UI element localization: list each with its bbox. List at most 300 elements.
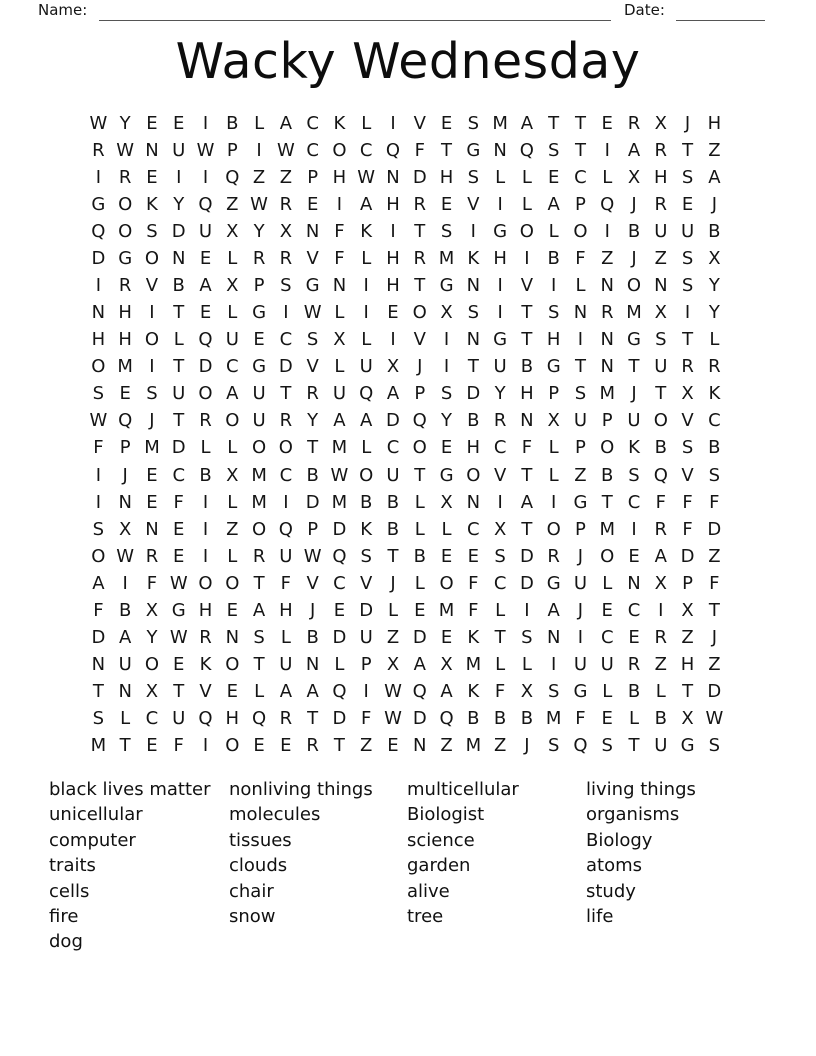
grid-letter: K (360, 220, 373, 242)
grid-letter: S (601, 735, 613, 757)
grid-letter: V (306, 572, 319, 594)
grid-letter: S (92, 518, 105, 540)
grid-letter: Q (225, 166, 240, 188)
grid-letter: B (654, 708, 667, 730)
grid-letter: H (493, 247, 507, 269)
grid-letter: J (524, 735, 530, 757)
grid-letter: A (226, 383, 239, 405)
grid-letter: M (251, 491, 267, 513)
grid-letter: R (413, 193, 427, 215)
grid-letter: X (386, 654, 400, 676)
grid-letter: Q (118, 410, 133, 432)
grid-letter: O (466, 464, 481, 486)
grid-letter: V (681, 410, 694, 432)
grid-letter: P (226, 139, 238, 161)
grid-letter: A (627, 139, 641, 161)
grid-letter: E (628, 627, 640, 649)
grid-letter: O (519, 220, 534, 242)
grid-letter: I (551, 491, 557, 513)
grid-letter: S (494, 545, 506, 567)
grid-letter: I (551, 654, 557, 676)
grid-letter: T (521, 518, 533, 540)
grid-letter: H (680, 654, 695, 676)
grid-letter: D (332, 518, 347, 540)
grid-letter: U (680, 220, 695, 242)
grid-letter: R (654, 139, 668, 161)
grid-letter: L (548, 437, 559, 459)
grid-letter: V (306, 247, 319, 269)
grid-letter: U (172, 139, 186, 161)
grid-letter: Q (573, 735, 588, 757)
grid-letter: E (387, 302, 399, 324)
grid-letter: K (360, 518, 373, 540)
grid-letter: E (628, 545, 640, 567)
grid-letter: L (387, 599, 398, 621)
grid-letter: Y (253, 220, 265, 242)
grid-letter: U (654, 220, 668, 242)
grid-letter: B (708, 220, 721, 242)
grid-letter: T (628, 735, 640, 757)
grid-letter: O (332, 139, 347, 161)
grid-letter: M (251, 464, 267, 486)
grid-letter: D (519, 545, 534, 567)
grid-letter: N (413, 735, 427, 757)
grid-letter: N (145, 518, 159, 540)
grid-letter: E (601, 599, 613, 621)
grid-letter: J (684, 112, 691, 134)
grid-letter: Q (600, 193, 615, 215)
grid-letter: A (520, 112, 534, 134)
grid-letter: T (307, 708, 319, 730)
grid-letter: C (359, 139, 373, 161)
grid-letter: O (439, 572, 454, 594)
grid-letter: B (520, 708, 534, 730)
grid-letter: B (654, 437, 667, 459)
word-list-item: garden (407, 855, 471, 877)
grid-letter: T (414, 220, 426, 242)
grid-letter: R (279, 708, 293, 730)
grid-letter: L (120, 708, 131, 730)
word-list-item: snow (229, 906, 276, 928)
grid-letter: M (599, 383, 615, 405)
grid-letter: I (577, 329, 584, 351)
grid-letter: R (493, 410, 507, 432)
grid-letter: G (171, 599, 186, 621)
grid-letter: T (119, 735, 131, 757)
grid-letter: M (465, 654, 482, 676)
word-list-item: alive (407, 880, 450, 902)
word-list-column (49, 777, 210, 955)
grid-letter: E (467, 545, 480, 567)
grid-letter: N (546, 627, 561, 649)
grid-letter: L (521, 654, 532, 676)
grid-letter: N (225, 627, 240, 649)
grid-letter: B (601, 464, 614, 486)
grid-letter: D (332, 627, 347, 649)
grid-letter: T (280, 383, 292, 405)
grid-letter: B (467, 410, 480, 432)
grid-letter: I (95, 275, 102, 296)
word-list-item: chair (229, 880, 274, 902)
word-list-item: computer (49, 829, 136, 851)
grid-letter: S (628, 464, 640, 486)
grid-letter: R (199, 410, 212, 432)
grid-letter: I (524, 599, 530, 621)
word-list-item: living things (586, 779, 696, 800)
grid-letter: B (226, 112, 239, 134)
grid-letter: V (681, 464, 694, 486)
grid-letter: L (414, 518, 425, 540)
grid-letter: C (279, 464, 293, 486)
grid-letter: E (253, 735, 265, 757)
grid-letter: R (681, 356, 694, 378)
grid-letter: Z (252, 166, 266, 188)
grid-letter: H (520, 383, 534, 405)
grid-letter: H (439, 166, 454, 188)
grid-letter: E (306, 193, 319, 215)
grid-letter: L (521, 193, 532, 215)
grid-letter: W (303, 302, 322, 324)
grid-letter: G (252, 302, 267, 324)
grid-letter: M (331, 491, 348, 513)
grid-letter: A (306, 681, 319, 703)
grid-letter: K (467, 247, 480, 269)
grid-letter: L (254, 112, 265, 134)
grid-letter: X (654, 302, 667, 324)
grid-letter: F (414, 139, 425, 161)
grid-letter: P (307, 166, 319, 188)
grid-letter: C (600, 627, 614, 649)
grid-letter: Q (278, 518, 293, 540)
grid-letter: N (654, 275, 668, 296)
grid-letter: W (116, 139, 135, 161)
grid-letter: U (172, 708, 186, 730)
grid-letter: W (330, 464, 349, 486)
grid-letter: N (91, 654, 106, 676)
grid-letter: E (440, 627, 453, 649)
grid-letter: N (118, 681, 132, 703)
grid-letter: L (361, 247, 372, 269)
grid-letter: E (173, 545, 185, 567)
grid-letter: X (520, 681, 534, 703)
grid-letter: F (93, 437, 104, 459)
grid-letter: B (708, 437, 721, 459)
grid-letter: W (276, 139, 295, 161)
grid-letter: M (90, 735, 107, 757)
grid-letter: C (493, 572, 507, 594)
grid-letter: O (600, 437, 615, 459)
grid-letter: I (336, 193, 343, 215)
grid-letter: I (149, 302, 155, 324)
grid-letter: L (709, 329, 720, 351)
word-list-item: Biology (586, 829, 653, 851)
grid-letter: Y (119, 112, 131, 134)
grid-letter: L (602, 681, 613, 703)
grid-letter: B (386, 491, 400, 513)
grid-letter: T (574, 112, 586, 134)
grid-letter: D (680, 545, 695, 567)
grid-letter: Q (653, 464, 668, 486)
grid-letter: Y (173, 193, 185, 215)
grid-letter: G (91, 193, 106, 215)
grid-letter: I (631, 518, 637, 540)
grid-letter: O (225, 572, 240, 594)
grid-letter: M (626, 302, 642, 324)
grid-letter: A (440, 681, 453, 703)
grid-letter: S (92, 383, 105, 405)
grid-letter: I (202, 518, 209, 540)
grid-letter: B (493, 708, 507, 730)
grid-letter: I (604, 139, 610, 161)
grid-letter: A (279, 681, 293, 703)
grid-letter: J (390, 572, 396, 594)
grid-letter: X (708, 247, 721, 269)
grid-letter: U (654, 735, 668, 757)
grid-letter: E (601, 708, 613, 730)
grid-letter: W (384, 681, 402, 703)
grid-letter: F (682, 491, 693, 513)
grid-letter: N (332, 275, 347, 296)
grid-letter: S (280, 275, 292, 296)
grid-letter: Q (198, 708, 213, 730)
grid-letter: D (171, 437, 186, 459)
grid-letter: F (93, 599, 104, 621)
grid-letter: R (413, 247, 427, 269)
grid-letter: T (173, 681, 185, 703)
grid-letter: R (306, 383, 319, 405)
grid-letter: I (443, 356, 450, 378)
grid-letter: J (631, 193, 637, 215)
grid-letter: I (470, 220, 476, 242)
grid-letter: Z (574, 464, 587, 486)
grid-letter: V (493, 464, 507, 486)
grid-letter: C (493, 437, 507, 459)
grid-letter: D (359, 599, 374, 621)
grid-letter: B (360, 491, 373, 513)
grid-letter: B (413, 545, 426, 567)
grid-letter: I (684, 302, 691, 324)
grid-letter: J (122, 464, 128, 486)
grid-letter: E (146, 112, 158, 134)
grid-letter: O (91, 545, 106, 567)
grid-letter: B (306, 464, 319, 486)
grid-letter: D (305, 491, 320, 513)
grid-letter: T (253, 572, 265, 594)
grid-letter: K (333, 112, 346, 134)
grid-letter: I (443, 329, 450, 351)
grid-letter: U (573, 654, 588, 676)
grid-letter: Q (519, 139, 534, 161)
grid-letter: U (359, 356, 373, 378)
grid-letter: P (253, 275, 265, 296)
grid-letter: F (655, 491, 666, 513)
grid-letter: D (707, 681, 722, 703)
grid-letter: T (414, 275, 426, 296)
grid-letter: O (225, 410, 240, 432)
word-list-item: atoms (586, 855, 643, 877)
grid-letter: R (199, 627, 212, 649)
grid-letter: E (226, 599, 238, 621)
grid-letter: T (628, 356, 640, 378)
grid-letter: T (682, 329, 694, 351)
grid-letter: F (575, 708, 586, 730)
grid-letter: T (307, 437, 319, 459)
grid-letter: C (145, 708, 159, 730)
grid-letter: Z (601, 247, 614, 269)
grid-letter: O (225, 654, 240, 676)
grid-letter: U (252, 410, 266, 432)
date-blank-line (676, 2, 765, 21)
grid-letter: E (146, 491, 158, 513)
grid-letter: R (145, 545, 159, 567)
grid-letter: V (360, 572, 373, 594)
grid-letter: S (547, 681, 560, 703)
grid-letter: A (252, 599, 266, 621)
grid-letter: R (627, 112, 641, 134)
grid-letter: Q (412, 410, 427, 432)
grid-letter: H (707, 112, 722, 134)
grid-letter: J (577, 545, 584, 567)
grid-letter: R (654, 518, 668, 540)
grid-letter: L (629, 708, 640, 730)
grid-letter: N (466, 275, 481, 296)
grid-letter: O (144, 247, 160, 269)
grid-letter: P (360, 654, 372, 676)
grid-letter: D (171, 220, 186, 242)
grid-letter: L (414, 491, 425, 513)
grid-letter: L (227, 247, 238, 269)
grid-letter: Q (251, 708, 267, 730)
grid-letter: I (363, 275, 369, 296)
grid-letter: S (146, 383, 158, 405)
grid-letter: G (252, 356, 267, 378)
grid-letter: W (89, 112, 108, 134)
grid-letter: X (681, 383, 694, 405)
grid-letter: C (333, 572, 346, 594)
grid-letter: Q (412, 681, 427, 703)
grid-letter: N (145, 139, 159, 161)
grid-letter: Q (198, 329, 213, 351)
grid-letter: A (119, 627, 132, 649)
grid-letter: F (280, 572, 292, 594)
word-list-item: black lives matter (49, 779, 211, 800)
grid-letter: T (521, 302, 533, 324)
grid-letter: C (627, 599, 641, 621)
grid-letter: N (627, 572, 641, 594)
grid-letter: P (307, 518, 319, 540)
grid-letter: I (658, 599, 664, 621)
word-list-item: science (407, 829, 475, 851)
grid-letter: Q (439, 708, 454, 730)
grid-letter: U (332, 383, 347, 405)
grid-letter: E (280, 735, 292, 757)
grid-letter: A (279, 112, 293, 134)
grid-letter: Q (385, 139, 401, 161)
grid-letter: I (363, 302, 369, 324)
grid-letter: G (118, 247, 133, 269)
grid-letter: Z (708, 139, 721, 161)
grid-letter: Y (441, 410, 453, 432)
grid-letter: J (417, 356, 423, 378)
grid-letter: D (198, 356, 213, 378)
word-list-item: unicellular (49, 804, 143, 826)
grid-letter: N (91, 302, 106, 324)
grid-letter: O (412, 302, 427, 324)
grid-letter: E (440, 193, 453, 215)
grid-letter: C (306, 139, 319, 161)
grid-letter: I (390, 220, 396, 242)
grid-letter: P (682, 572, 693, 594)
grid-letter: L (602, 572, 613, 594)
word-list-item: tree (407, 906, 444, 928)
grid-letter: W (303, 545, 322, 567)
grid-letter: Z (708, 654, 721, 676)
word-list-item: clouds (229, 855, 288, 877)
grid-letter: P (548, 383, 560, 405)
grid-letter: L (414, 572, 425, 594)
word-list-column (229, 777, 373, 929)
grid-letter: Z (708, 545, 721, 567)
grid-letter: R (118, 275, 132, 296)
grid-letter: E (440, 437, 453, 459)
grid-letter: G (573, 681, 588, 703)
grid-letter: G (546, 572, 561, 594)
grid-letter: V (199, 681, 212, 703)
grid-letter: L (361, 112, 372, 134)
grid-letter: G (305, 275, 320, 296)
grid-letter: H (332, 166, 347, 188)
grid-letter: F (334, 220, 345, 242)
grid-letter: S (306, 329, 319, 351)
grid-letter: X (654, 572, 667, 594)
grid-letter: I (363, 681, 369, 703)
grid-letter: W (250, 193, 268, 215)
grid-letter: L (548, 220, 559, 242)
grid-letter: F (521, 437, 533, 459)
grid-letter: L (227, 437, 238, 459)
grid-letter: I (149, 356, 155, 378)
grid-letter: Q (198, 193, 213, 215)
grid-letter: X (386, 356, 400, 378)
grid-letter: M (465, 735, 482, 757)
grid-letter: B (118, 599, 132, 621)
grid-letter: X (493, 518, 507, 540)
grid-letter: S (92, 708, 105, 730)
grid-letter: O (412, 437, 427, 459)
grid-letter: N (172, 247, 186, 269)
grid-letter: L (280, 627, 291, 649)
grid-letter: E (199, 302, 212, 324)
grid-letter: W (705, 708, 724, 730)
grid-letter: O (278, 437, 293, 459)
grid-letter: S (681, 247, 694, 269)
word-list-column (586, 777, 696, 929)
grid-letter: X (145, 599, 159, 621)
grid-letter: B (547, 247, 560, 269)
grid-letter: L (334, 654, 345, 676)
grid-letter: D (707, 518, 722, 540)
grid-letter: I (497, 275, 503, 296)
grid-letter: U (198, 220, 213, 242)
grid-letter: C (279, 329, 293, 351)
grid-letter: T (601, 491, 613, 513)
grid-letter: R (627, 654, 641, 676)
grid-letter: T (521, 329, 533, 351)
grid-letter: H (386, 275, 400, 296)
grid-letter: I (604, 220, 610, 242)
grid-letter: B (199, 464, 212, 486)
grid-letter: R (279, 193, 293, 215)
